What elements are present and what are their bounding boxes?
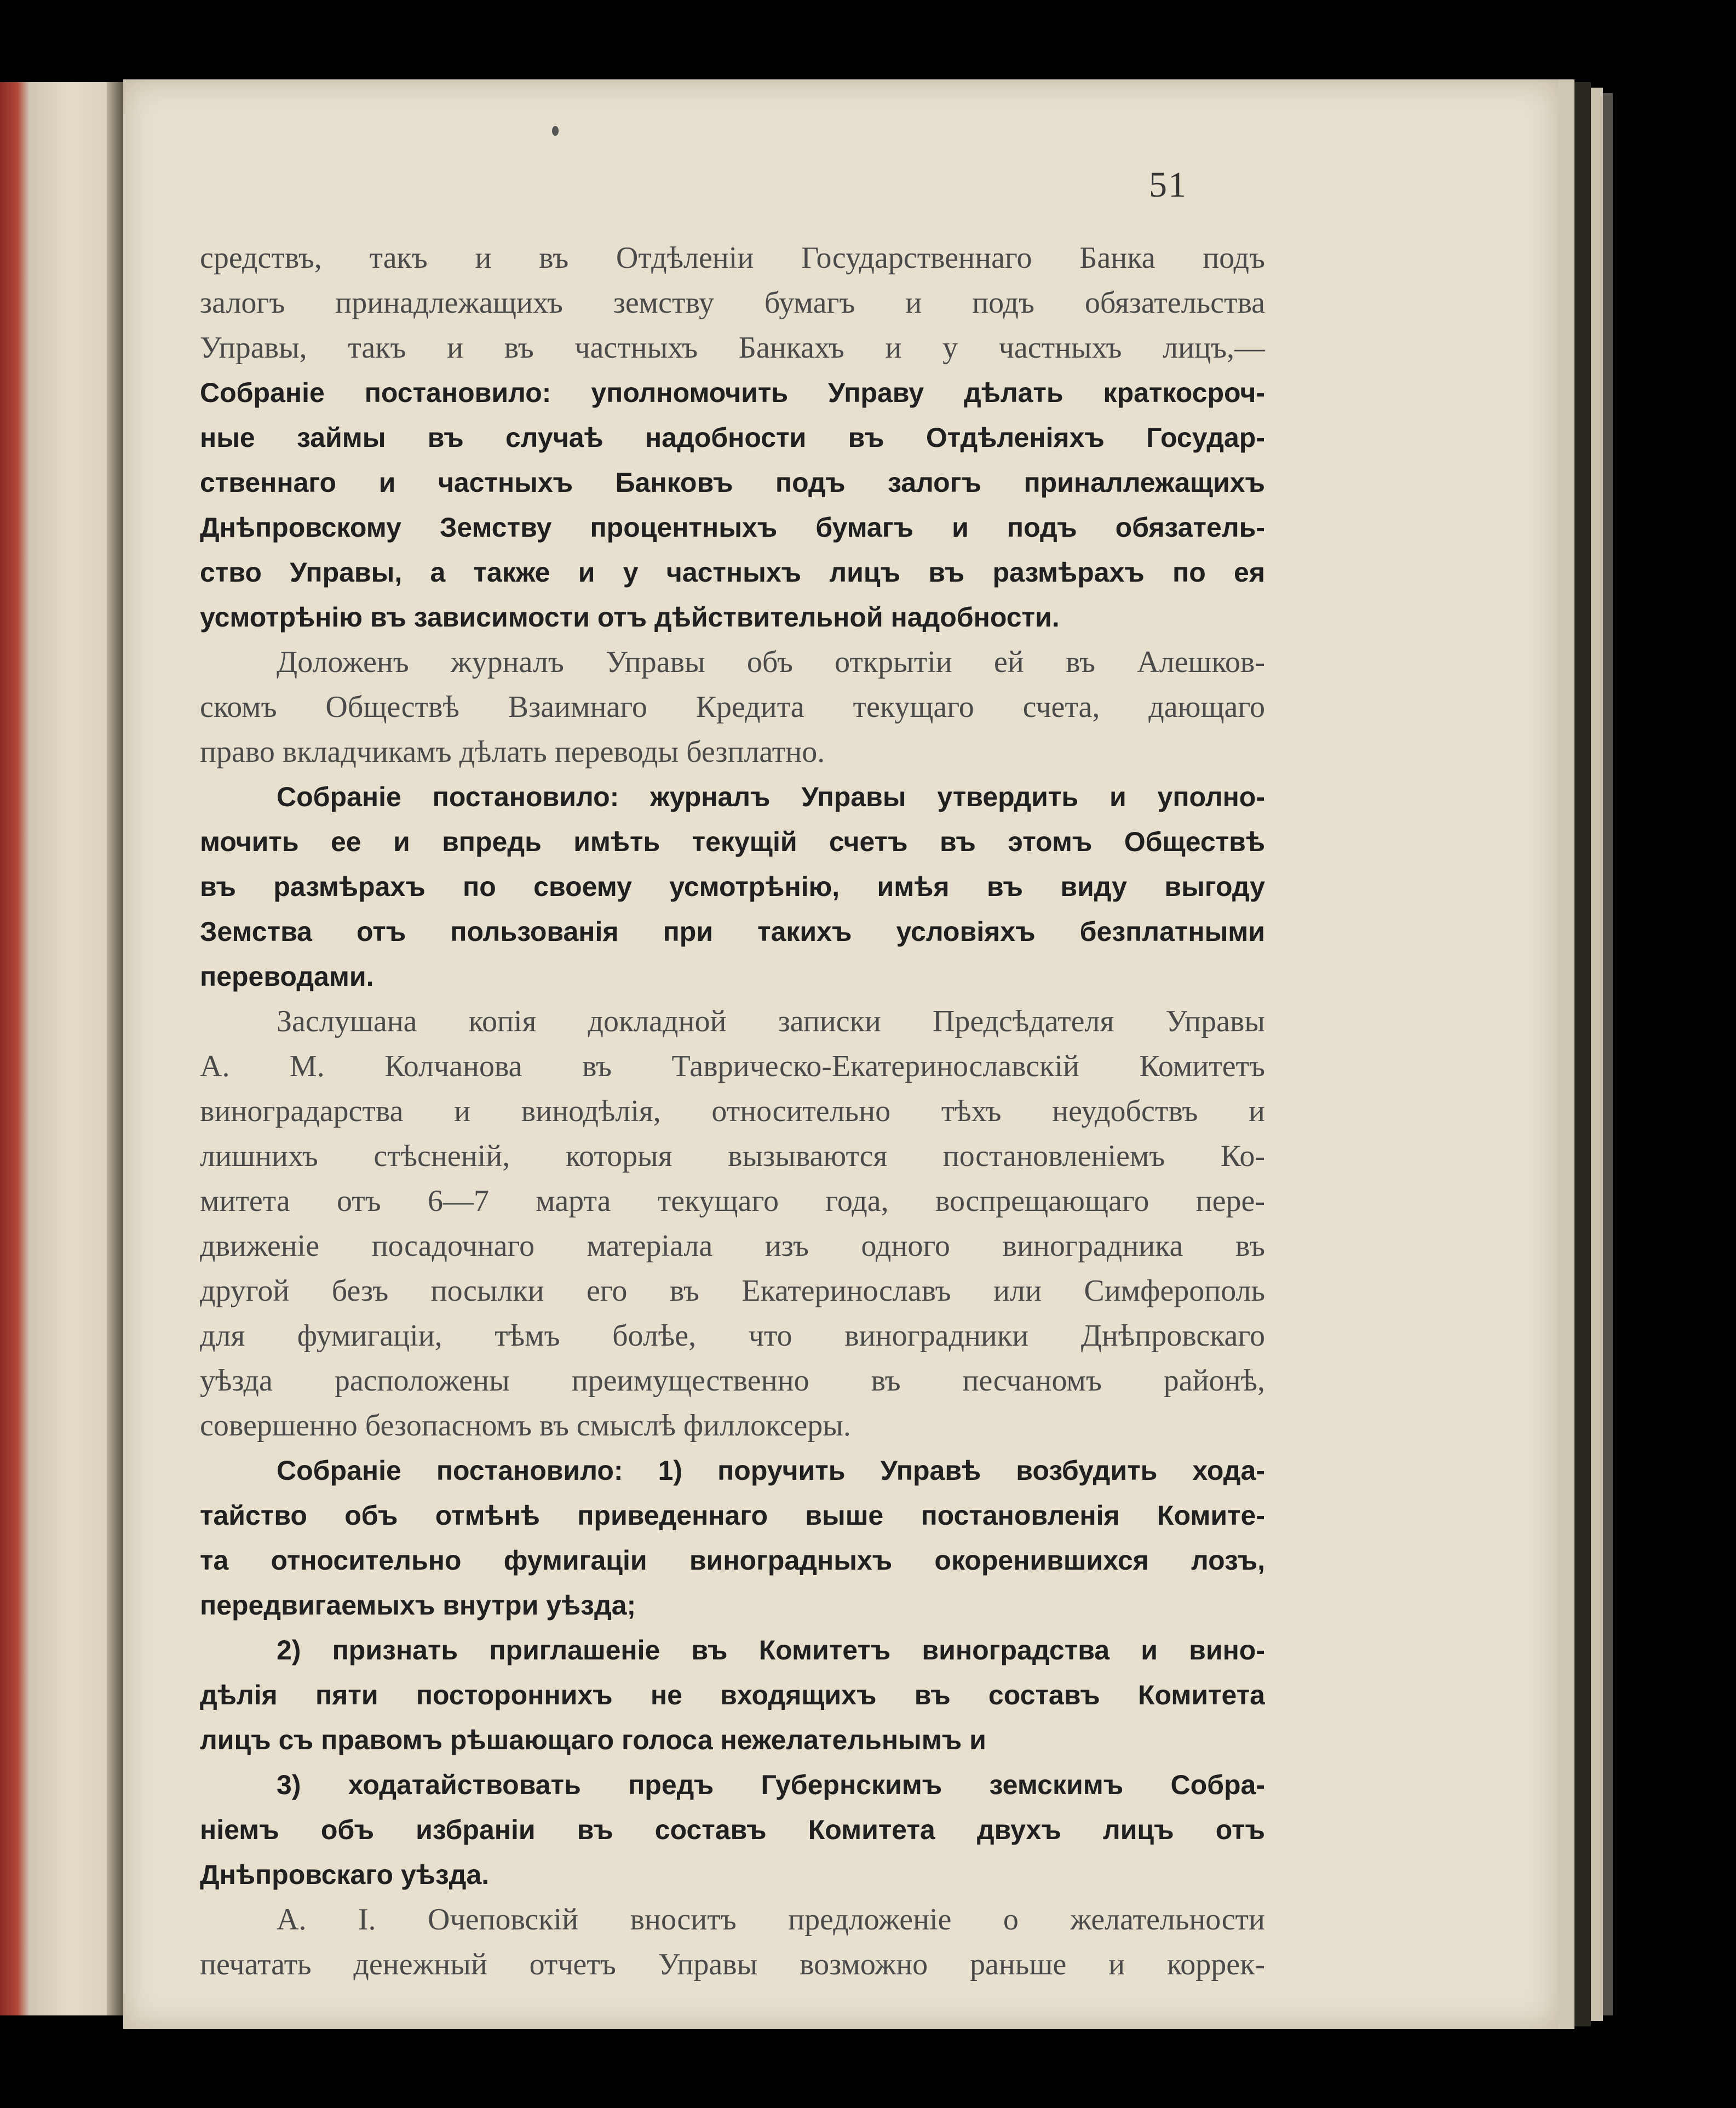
- text-line: совершенно безопасномъ въ смыслѣ филлоксеры.: [200, 1409, 851, 1443]
- page-body-text: [200, 236, 1265, 1987]
- text-line: Днѣпровскаго уѣзда.: [200, 1859, 490, 1890]
- text-line: тайство объ отмѣнѣ приведеннаго выше постановленія Комите-: [200, 1500, 1265, 1531]
- text-line: въ размѣрахъ по своему усмотрѣнію, имѣя въ виду выгоду: [200, 871, 1265, 902]
- text-line: Собраніе постановило: журналъ Управы утвердить и уполно-: [277, 782, 1265, 812]
- text-line: для фумигаціи, тѣмъ болѣе, что виноградники Днѣпровскаго: [200, 1319, 1265, 1353]
- text-line: другой безъ посылки его въ Екатеринославъ или Симферополь: [200, 1274, 1265, 1308]
- text-line: А. М. Колчанова въ Таврическо-Екатеринославскій Комитетъ: [200, 1049, 1265, 1083]
- text-line: залогъ принадлежащихъ земству бумагъ и подъ обязательства: [200, 286, 1265, 320]
- text-line: ные займы въ случаѣ надобности въ Отдѣленіяхъ Государ-: [200, 422, 1265, 453]
- text-line: ственнаго и частныхъ Банковъ подъ залогъ приналлежащихъ: [200, 467, 1265, 498]
- page-number: 51: [1149, 165, 1187, 205]
- page-stack-edge: [1574, 82, 1591, 2026]
- text-line: скомъ Обществѣ Взаимнаго Кредита текущаго счета, дающаго: [200, 690, 1265, 724]
- text-line: Днѣпровскому Земству процентныхъ бумагъ и подъ обязатель-: [200, 512, 1265, 543]
- text-line: Собраніе постановило: уполномочить Управу дѣлать краткосроч-: [200, 377, 1265, 408]
- ink-speck: [552, 126, 559, 136]
- text-line: Собраніе постановило: 1) поручить Управѣ возбудить хода-: [277, 1455, 1265, 1486]
- text-line: митета отъ 6—7 марта текущаго года, воспрещающаго пере-: [200, 1184, 1265, 1218]
- page-stack-edge: [1603, 93, 1613, 2015]
- text-line: уѣзда расположены преимущественно въ песчаномъ районѣ,: [200, 1364, 1265, 1398]
- text-line: 2) признать приглашеніе въ Комитетъ виноградства и вино-: [277, 1635, 1265, 1665]
- text-line: Земства отъ пользованія при такихъ условіяхъ безплатными: [200, 916, 1265, 947]
- text-line: переводами.: [200, 961, 374, 992]
- text-line: Доложенъ журналъ Управы объ открытіи ей въ Алешков-: [277, 645, 1265, 679]
- page-stack-edge: [1591, 88, 1603, 2021]
- text-line: усмотрѣнію въ зависимости отъ дѣйствительной надобности.: [200, 602, 1060, 633]
- text-line: лицъ съ правомъ рѣшающаго голоса нежелательнымъ и: [200, 1725, 986, 1755]
- text-line: та относительно фумигаціи виноградныхъ окоренившихся лозъ,: [200, 1545, 1265, 1576]
- text-line: право вкладчикамъ дѣлать переводы безплатно.: [200, 735, 825, 769]
- text-line: ніемъ объ избраніи въ составъ Комитета двухъ лицъ отъ: [200, 1814, 1265, 1845]
- left-page-edge: [0, 82, 118, 2015]
- text-line: Заслушана копія докладной записки Предсѣдателя Управы: [277, 1004, 1265, 1038]
- text-line: дѣлія пяти постороннихъ не входящихъ въ составъ Комитета: [200, 1680, 1265, 1710]
- text-line: движеніе посадочнаго матеріала изъ одного виноградника въ: [200, 1229, 1265, 1263]
- page-stack-edge: [1558, 79, 1574, 2029]
- text-line: лишнихъ стѣсненій, которыя вызываются постановленіемъ Ко-: [200, 1139, 1265, 1173]
- text-line: 3) ходатайствовать предъ Губернскимъ земскимъ Собра-: [277, 1770, 1265, 1800]
- text-line: передвигаемыхъ внутри уѣзда;: [200, 1590, 636, 1621]
- text-line: виноградарства и винодѣлія, относительно тѣхъ неудобствъ и: [200, 1094, 1265, 1128]
- text-line: А. І. Очеповскій вноситъ предложеніе о желательности: [277, 1903, 1265, 1937]
- text-line: мочить ее и впредь имѣть текущій счетъ въ этомъ Обществѣ: [200, 826, 1265, 857]
- text-line: средствъ, такъ и въ Отдѣленіи Государственнаго Банка подъ: [200, 241, 1265, 275]
- text-line: ство Управы, а также и у частныхъ лицъ въ размѣрахъ по ея: [200, 557, 1265, 588]
- text-line: Управы, такъ и въ частныхъ Банкахъ и у частныхъ лицъ,—: [200, 331, 1265, 365]
- text-line: печатать денежный отчетъ Управы возможно раньше и коррек-: [200, 1948, 1265, 1981]
